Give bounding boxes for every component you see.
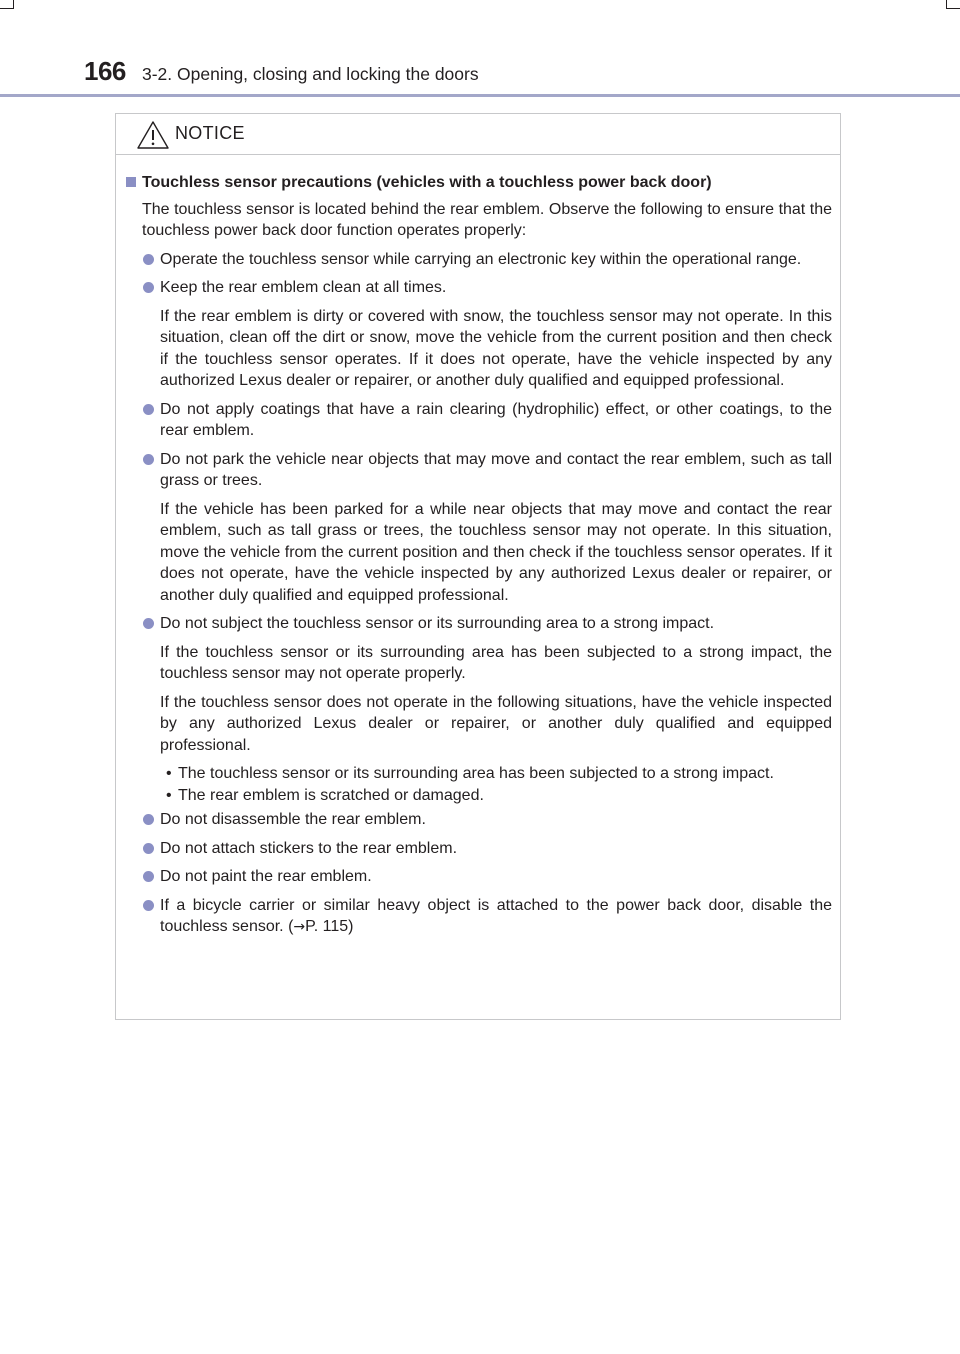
list-item: Do not apply coatings that have a rain clearing (hydrophilic) effect, or other coatings, to the rear emblem. — [126, 399, 832, 442]
list-item: Do not park the vehicle near objects that may move and contact the rear emblem, such as tall grass or trees. — [126, 449, 832, 492]
list-item: If a bicycle carrier or similar heavy object is attached to the power back door, disable the touchless sensor. (→P. 115) — [126, 895, 832, 939]
list-item: Do not subject the touchless sensor or its surrounding area to a strong impact. — [126, 613, 832, 635]
page-reference-link[interactable]: P. 115) — [305, 918, 354, 935]
circle-bullet-icon — [143, 871, 154, 882]
circle-bullet-icon — [143, 282, 154, 293]
intro-paragraph: The touchless sensor is located behind the rear emblem. Observe the following to ensure that the touchless power back door function operates properly: — [142, 200, 832, 239]
chapter-title: 3-2. Opening, closing and locking the doors — [142, 64, 479, 84]
bullet-mark: • — [166, 786, 172, 804]
bullet-mark: • — [166, 765, 172, 782]
arrow-right-icon: → — [293, 919, 306, 935]
circle-bullet-icon — [143, 814, 154, 825]
circle-bullet-icon — [143, 843, 154, 854]
item-detail: If the vehicle has been parked for a while near objects that may move and contact the rear emblem, such as tall grass or trees, the touchless sensor may not operate. In this situation, move the vehicle from the current position and then check if the touchless sensor operates. If it does not operate, have the vehicle inspected by any authorized Lexus dealer or repairer, or another duly qualified and equipped professional. — [160, 500, 832, 604]
situation-item: • The touchless sensor or its surrounding area has been subjected to a strong impact. — [126, 763, 832, 785]
header-divider — [0, 94, 960, 97]
notice-label: NOTICE — [175, 123, 245, 143]
notice-header — [116, 114, 840, 155]
list-item: Do not disassemble the rear emblem. — [126, 809, 832, 831]
situation-list — [126, 763, 832, 806]
list-item: Keep the rear emblem clean at all times. — [126, 277, 832, 299]
page-number: 166 — [84, 56, 126, 86]
list-item: Do not attach stickers to the rear emblem. — [126, 838, 832, 860]
square-bullet-icon — [126, 177, 136, 187]
circle-bullet-icon — [143, 254, 154, 265]
list-item: Operate the touchless sensor while carrying an electronic key within the operational range. — [126, 249, 832, 271]
situation-item: • The rear emblem is scratched or damaged. — [126, 785, 832, 807]
section-title: Touchless sensor precautions (vehicles with a touchless power back door) — [126, 172, 832, 194]
circle-bullet-icon — [143, 900, 154, 911]
list-item: Do not paint the rear emblem. — [126, 866, 832, 888]
item-detail: If the rear emblem is dirty or covered with snow, the touchless sensor may not operate. In this situation, clean off the dirt or snow, move the vehicle from the current position and then check if the touchless sensor operates. If it does not operate, have the vehicle inspected by any authorized Lexus dealer or repairer, or another duly qualified and equipped professional. — [160, 307, 832, 389]
item-detail: If the touchless sensor or its surrounding area has been subjected to a strong impact, the touchless sensor may not operate properly. — [160, 643, 832, 682]
warning-triangle-icon — [136, 120, 170, 150]
page-header — [0, 0, 960, 100]
circle-bullet-icon — [143, 618, 154, 629]
circle-bullet-icon — [143, 404, 154, 415]
circle-bullet-icon — [143, 454, 154, 465]
item-detail: If the touchless sensor does not operate in the following situations, have the vehicle inspected by any authorized Lexus dealer or repairer, or another duly qualified and equipped professional. — [160, 693, 832, 754]
notice-content — [126, 172, 832, 946]
notice-box — [115, 113, 841, 1020]
